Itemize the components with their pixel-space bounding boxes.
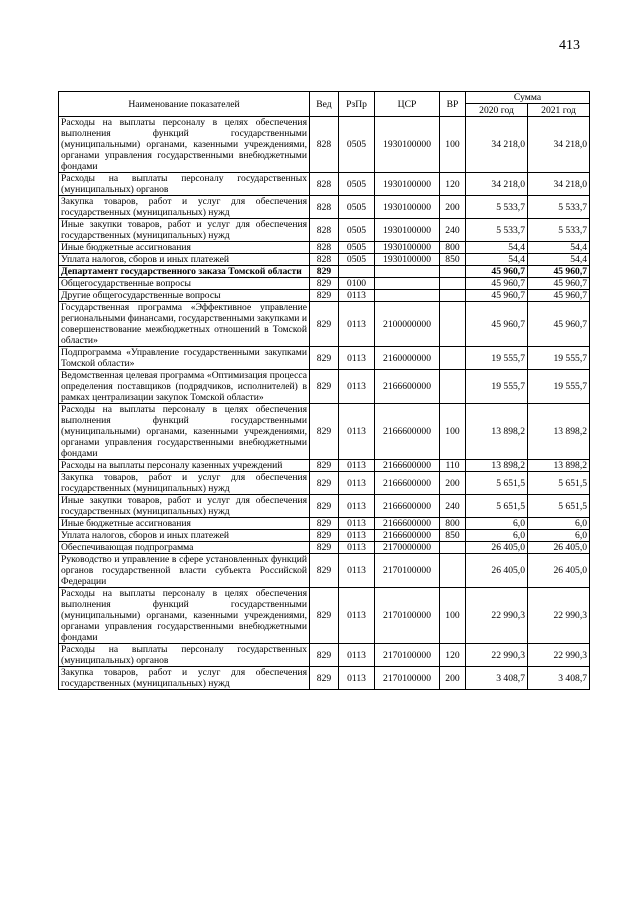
row-name: Расходы на выплаты персоналу государственных (муниципальных) органов — [59, 173, 310, 196]
row-csr: 2166600000 — [375, 370, 440, 404]
row-name: Закупка товаров, работ и услуг для обеспечения государственных (муниципальных) нужд — [59, 472, 310, 495]
row-amount-2020: 26 405,0 — [466, 542, 528, 554]
row-ved: 829 — [310, 266, 339, 278]
row-rzpr: 0113 — [339, 667, 375, 690]
row-vr: 100 — [440, 404, 466, 460]
row-rzpr: 0113 — [339, 460, 375, 472]
row-vr: 120 — [440, 173, 466, 196]
row-vr: 200 — [440, 196, 466, 219]
row-vr: 800 — [440, 242, 466, 254]
header-2020: 2020 год — [466, 104, 528, 117]
row-amount-2020: 34 218,0 — [466, 173, 528, 196]
row-csr: 2170100000 — [375, 588, 440, 644]
row-vr — [440, 370, 466, 404]
row-vr — [440, 542, 466, 554]
table-header — [59, 92, 590, 117]
row-csr: 2166600000 — [375, 530, 440, 542]
row-csr: 2160000000 — [375, 347, 440, 370]
row-amount-2020: 45 960,7 — [466, 278, 528, 290]
row-ved: 829 — [310, 588, 339, 644]
row-name: Уплата налогов, сборов и иных платежей — [59, 254, 310, 266]
table-row — [59, 290, 590, 302]
row-vr: 240 — [440, 495, 466, 518]
row-amount-2021: 6,0 — [528, 530, 590, 542]
row-csr: 2170000000 — [375, 542, 440, 554]
table-row — [59, 347, 590, 370]
row-csr: 2170100000 — [375, 554, 440, 588]
row-ved: 829 — [310, 530, 339, 542]
row-ved: 829 — [310, 347, 339, 370]
row-rzpr: 0100 — [339, 278, 375, 290]
row-rzpr: 0505 — [339, 196, 375, 219]
row-ved: 829 — [310, 472, 339, 495]
row-ved: 829 — [310, 302, 339, 347]
row-amount-2021: 45 960,7 — [528, 266, 590, 278]
row-amount-2020: 45 960,7 — [466, 302, 528, 347]
row-csr: 1930100000 — [375, 173, 440, 196]
row-name: Закупка товаров, работ и услуг для обеспечения государственных (муниципальных) нужд — [59, 196, 310, 219]
row-amount-2020: 45 960,7 — [466, 266, 528, 278]
table-row — [59, 495, 590, 518]
row-name: Закупка товаров, работ и услуг для обеспечения государственных (муниципальных) нужд — [59, 667, 310, 690]
row-ved: 829 — [310, 495, 339, 518]
row-csr — [375, 290, 440, 302]
row-name: Обеспечивающая подпрограмма — [59, 542, 310, 554]
row-rzpr: 0113 — [339, 588, 375, 644]
row-amount-2021: 26 405,0 — [528, 554, 590, 588]
table-row — [59, 302, 590, 347]
row-vr: 800 — [440, 518, 466, 530]
header-ved: Вед — [310, 92, 339, 117]
row-amount-2020: 5 651,5 — [466, 472, 528, 495]
row-rzpr: 0113 — [339, 518, 375, 530]
row-ved: 829 — [310, 370, 339, 404]
row-vr: 200 — [440, 667, 466, 690]
row-ved: 829 — [310, 290, 339, 302]
row-vr: 100 — [440, 588, 466, 644]
header-csr: ЦСР — [375, 92, 440, 117]
row-rzpr — [339, 266, 375, 278]
row-name: Иные бюджетные ассигнования — [59, 518, 310, 530]
row-amount-2020: 22 990,3 — [466, 588, 528, 644]
row-csr — [375, 278, 440, 290]
row-ved: 828 — [310, 117, 339, 173]
table-row — [59, 460, 590, 472]
row-amount-2020: 5 533,7 — [466, 219, 528, 242]
row-amount-2021: 13 898,2 — [528, 460, 590, 472]
row-ved: 829 — [310, 644, 339, 667]
row-amount-2021: 5 533,7 — [528, 196, 590, 219]
table-row — [59, 588, 590, 644]
row-csr: 1930100000 — [375, 196, 440, 219]
row-amount-2020: 5 651,5 — [466, 495, 528, 518]
row-ved: 828 — [310, 196, 339, 219]
row-rzpr: 0113 — [339, 347, 375, 370]
row-vr: 850 — [440, 530, 466, 542]
row-amount-2020: 6,0 — [466, 530, 528, 542]
row-name: Ведомственная целевая программа «Оптимизация процесса определения поставщиков (подрядчиков, исполнителей) в рамках централизации закупок Томской области» — [59, 370, 310, 404]
row-amount-2021: 34 218,0 — [528, 117, 590, 173]
row-ved: 829 — [310, 518, 339, 530]
row-name: Подпрограмма «Управление государственными закупками Томской области» — [59, 347, 310, 370]
row-amount-2021: 22 990,3 — [528, 588, 590, 644]
row-vr — [440, 554, 466, 588]
page-number: 413 — [559, 38, 580, 53]
row-amount-2021: 54,4 — [528, 242, 590, 254]
row-name: Руководство и управление в сфере установленных функций органов государственной власти субъекта Российской Федерации — [59, 554, 310, 588]
row-amount-2020: 19 555,7 — [466, 370, 528, 404]
row-ved: 828 — [310, 242, 339, 254]
row-ved: 829 — [310, 542, 339, 554]
row-rzpr: 0113 — [339, 644, 375, 667]
row-csr: 2170100000 — [375, 644, 440, 667]
row-rzpr: 0113 — [339, 290, 375, 302]
row-name: Уплата налогов, сборов и иных платежей — [59, 530, 310, 542]
row-amount-2021: 26 405,0 — [528, 542, 590, 554]
row-name: Расходы на выплаты персоналу в целях обеспечения выполнения функций государственными (муниципальными) органами, казенными учреждениями, органами управления государственными внебюджетными фондами — [59, 588, 310, 644]
row-name: Другие общегосударственные вопросы — [59, 290, 310, 302]
row-csr: 2166600000 — [375, 460, 440, 472]
row-vr: 240 — [440, 219, 466, 242]
row-csr — [375, 266, 440, 278]
row-rzpr: 0113 — [339, 554, 375, 588]
row-amount-2020: 3 408,7 — [466, 667, 528, 690]
table-row — [59, 542, 590, 554]
table-row — [59, 370, 590, 404]
table-row — [59, 644, 590, 667]
row-ved: 829 — [310, 667, 339, 690]
row-ved: 828 — [310, 173, 339, 196]
row-amount-2020: 26 405,0 — [466, 554, 528, 588]
row-rzpr: 0113 — [339, 302, 375, 347]
row-amount-2020: 5 533,7 — [466, 196, 528, 219]
table-row — [59, 518, 590, 530]
row-amount-2021: 19 555,7 — [528, 347, 590, 370]
row-amount-2021: 3 408,7 — [528, 667, 590, 690]
row-amount-2020: 22 990,3 — [466, 644, 528, 667]
header-vr: ВР — [440, 92, 466, 117]
row-name: Иные закупки товаров, работ и услуг для обеспечения государственных (муниципальных) нужд — [59, 219, 310, 242]
row-name: Департамент государственного заказа Томской области — [59, 266, 310, 278]
header-rzpr: РзПр — [339, 92, 375, 117]
table-row — [59, 278, 590, 290]
row-ved: 829 — [310, 554, 339, 588]
row-amount-2020: 13 898,2 — [466, 460, 528, 472]
row-ved: 828 — [310, 254, 339, 266]
row-csr: 1930100000 — [375, 219, 440, 242]
row-vr: 110 — [440, 460, 466, 472]
row-ved: 828 — [310, 219, 339, 242]
row-amount-2021: 5 651,5 — [528, 472, 590, 495]
row-amount-2021: 45 960,7 — [528, 302, 590, 347]
row-amount-2020: 13 898,2 — [466, 404, 528, 460]
row-name: Иные закупки товаров, работ и услуг для обеспечения государственных (муниципальных) нужд — [59, 495, 310, 518]
row-rzpr: 0505 — [339, 242, 375, 254]
row-rzpr: 0113 — [339, 542, 375, 554]
row-amount-2021: 6,0 — [528, 518, 590, 530]
row-csr: 2166600000 — [375, 518, 440, 530]
row-csr: 2100000000 — [375, 302, 440, 347]
row-rzpr: 0505 — [339, 219, 375, 242]
row-amount-2020: 34 218,0 — [466, 117, 528, 173]
row-name: Государственная программа «Эффективное управление региональными финансами, государственными закупками и совершенствование межбюджетных отношений в Томской области» — [59, 302, 310, 347]
row-vr: 200 — [440, 472, 466, 495]
row-amount-2021: 45 960,7 — [528, 290, 590, 302]
table-row — [59, 196, 590, 219]
row-amount-2021: 19 555,7 — [528, 370, 590, 404]
row-name: Расходы на выплаты персоналу в целях обеспечения выполнения функций государственными (муниципальными) органами, казенными учреждениями, органами управления государственными внебюджетными фондами — [59, 404, 310, 460]
table-row — [59, 472, 590, 495]
row-csr: 2166600000 — [375, 495, 440, 518]
table-row — [59, 254, 590, 266]
row-rzpr: 0505 — [339, 117, 375, 173]
table-row — [59, 219, 590, 242]
row-rzpr: 0113 — [339, 404, 375, 460]
row-vr — [440, 290, 466, 302]
row-amount-2020: 45 960,7 — [466, 290, 528, 302]
row-rzpr: 0505 — [339, 173, 375, 196]
table-row — [59, 242, 590, 254]
row-csr: 1930100000 — [375, 254, 440, 266]
row-vr: 100 — [440, 117, 466, 173]
row-amount-2021: 45 960,7 — [528, 278, 590, 290]
row-amount-2021: 22 990,3 — [528, 644, 590, 667]
row-ved: 829 — [310, 404, 339, 460]
table-row — [59, 404, 590, 460]
row-csr: 1930100000 — [375, 117, 440, 173]
row-csr: 2166600000 — [375, 404, 440, 460]
row-ved: 829 — [310, 460, 339, 472]
row-csr: 1930100000 — [375, 242, 440, 254]
row-rzpr: 0113 — [339, 472, 375, 495]
table-row — [59, 554, 590, 588]
row-vr — [440, 278, 466, 290]
row-name: Общегосударственные вопросы — [59, 278, 310, 290]
table-row — [59, 530, 590, 542]
row-rzpr: 0113 — [339, 530, 375, 542]
row-name: Иные бюджетные ассигнования — [59, 242, 310, 254]
row-csr: 2166600000 — [375, 472, 440, 495]
table-row — [59, 117, 590, 173]
table-row — [59, 266, 590, 278]
row-amount-2020: 54,4 — [466, 254, 528, 266]
row-vr — [440, 347, 466, 370]
budget-table — [58, 91, 590, 690]
row-amount-2020: 19 555,7 — [466, 347, 528, 370]
row-csr: 2170100000 — [375, 667, 440, 690]
row-vr: 120 — [440, 644, 466, 667]
row-name: Расходы на выплаты персоналу государственных (муниципальных) органов — [59, 644, 310, 667]
row-amount-2021: 5 533,7 — [528, 219, 590, 242]
row-ved: 829 — [310, 278, 339, 290]
row-vr — [440, 302, 466, 347]
table-row — [59, 173, 590, 196]
table-row — [59, 667, 590, 690]
row-amount-2020: 6,0 — [466, 518, 528, 530]
row-amount-2021: 54,4 — [528, 254, 590, 266]
header-name: Наименование показателей — [59, 92, 310, 117]
row-vr: 850 — [440, 254, 466, 266]
header-sum: Сумма — [466, 92, 590, 104]
row-amount-2020: 54,4 — [466, 242, 528, 254]
header-2021: 2021 год — [528, 104, 590, 117]
row-name: Расходы на выплаты персоналу казенных учреждений — [59, 460, 310, 472]
row-amount-2021: 5 651,5 — [528, 495, 590, 518]
row-vr — [440, 266, 466, 278]
table-body — [59, 117, 590, 690]
row-name: Расходы на выплаты персоналу в целях обеспечения выполнения функций государственными (муниципальными) органами, казенными учреждениями, органами управления государственными внебюджетными фондами — [59, 117, 310, 173]
row-rzpr: 0505 — [339, 254, 375, 266]
row-amount-2021: 34 218,0 — [528, 173, 590, 196]
row-amount-2021: 13 898,2 — [528, 404, 590, 460]
row-rzpr: 0113 — [339, 495, 375, 518]
row-rzpr: 0113 — [339, 370, 375, 404]
